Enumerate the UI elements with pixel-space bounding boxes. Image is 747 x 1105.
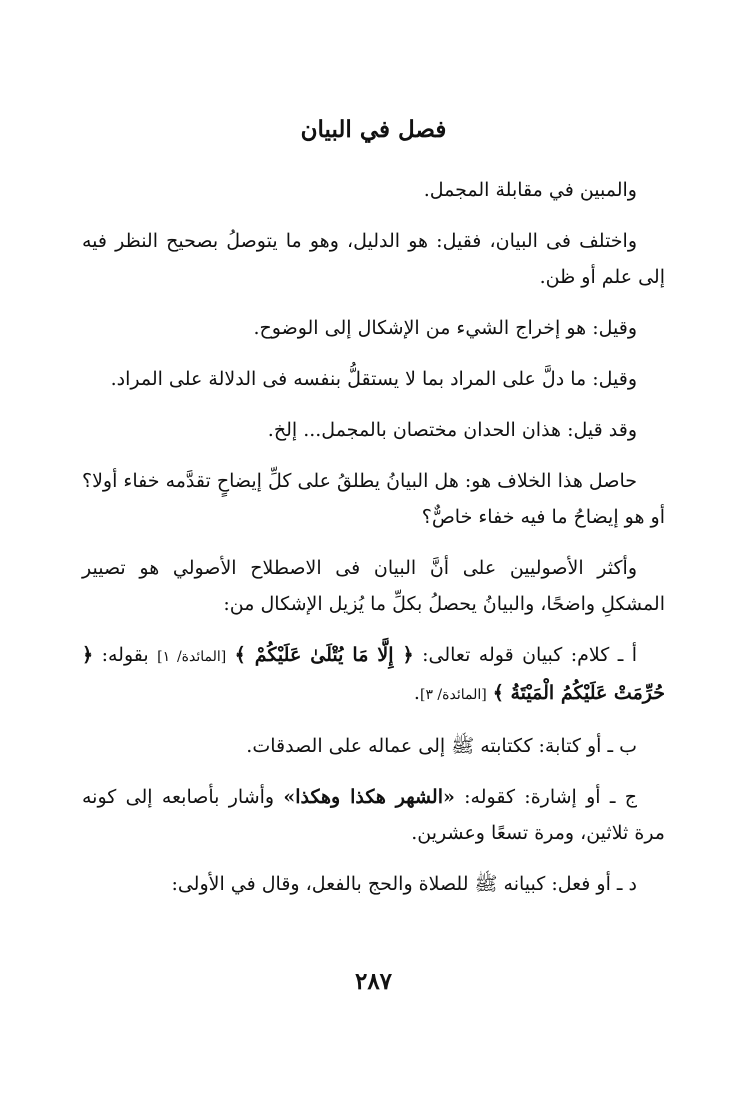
list-item-isharah [82, 779, 665, 851]
body-text [82, 172, 665, 917]
paragraph-dalalah-definition: وقيل: ما دلَّ على المراد بما لا يستقلُّ بنفسه فى الدلالة على المراد. [110, 368, 637, 390]
paragraph-mubayyan: والمبين في مقابلة المجمل. [423, 179, 637, 201]
paragraph-khilaf-summary: حاصل هذا الخلاف هو: هل البيانُ يطلقُ على كلِّ إيضاحٍ تقدَّمه خفاء أولا؟ أو هو إيضاحُ ما فيه خفاء خاصٌّ؟ [82, 470, 665, 528]
item-a-end: . [413, 682, 420, 704]
paragraph-dalil-definition: واختلف فى البيان، فقيل: هو الدليل، وهو ما يتوصلُ بصحيح النظر فيه إلى علم أو ظن. [82, 230, 665, 288]
item-c-rest: وأشار بأصابعه إلى كونه مرة ثلاثين، ومرة تسعًا وعشرين. [82, 786, 665, 844]
verse-reference-1: [المائدة/ ١] [157, 649, 227, 665]
item-a-mid: بقوله: [101, 644, 149, 666]
quran-verse-1: ﴿ إِلَّا مَا يُتْلَىٰ عَلَيْكُمْ ﴾ [234, 644, 414, 666]
hadith-quote: «الشهر هكذا وهكذا» [283, 786, 455, 808]
list-item-kitabah: ب ـ أو كتابة: ككتابته ﷺ إلى عماله على الصدقات. [246, 735, 637, 757]
list-item-fil: د ـ أو فعل: كبيانه ﷺ للصلاة والحج بالفعل، وقال في الأولى: [171, 873, 637, 895]
list-item-kalam [82, 637, 665, 713]
chapter-title: فصل في البيان [300, 116, 447, 143]
item-c-lead: ج ـ أو إشارة: كقوله: [464, 786, 637, 808]
quran-verse-2: ﴿ حُرِّمَتْ عَلَيْكُمُ الْمَيْتَةُ ﴾ [82, 644, 665, 704]
item-a-lead: أ ـ كلام: كبيان قوله تعالى: [422, 644, 638, 666]
verse-reference-2: [المائدة/ ٣] [419, 687, 487, 703]
paragraph-wudooh-definition: وقيل: هو إخراج الشيء من الإشكال إلى الوضوح. [253, 317, 637, 339]
paragraph-usuli-definition: وأكثر الأصوليين على أنَّ البيان فى الاصطلاح الأصولي هو تصيير المشكلِ واضحًا، والبيانُ يحصلُ بكلِّ ما يُزيل الإشكال من: [82, 557, 665, 615]
paragraph-mujmal-note: وقد قيل: هذان الحدان مختصان بالمجمل... إلخ. [267, 419, 637, 441]
page-number: ٢٨٧ [354, 968, 393, 995]
